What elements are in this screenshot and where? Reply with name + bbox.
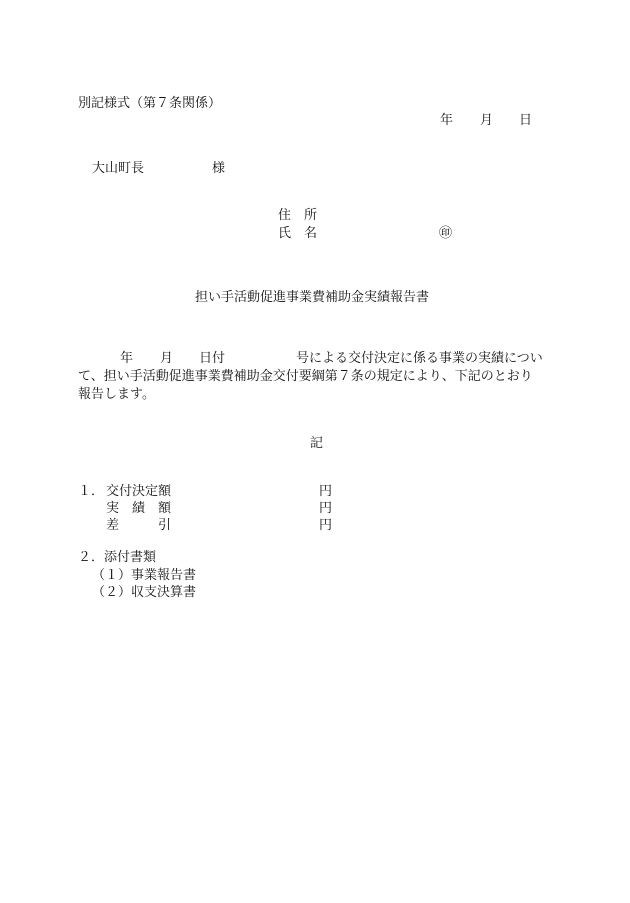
section1-row-unit: 円 bbox=[319, 484, 333, 499]
body-year-label: 年 bbox=[120, 351, 134, 366]
form-label: 別記様式（第７条関係） bbox=[78, 96, 222, 111]
body-day-label: 日付 bbox=[199, 351, 226, 366]
body-line1-text: 号による交付決定に係る事業の実績につい bbox=[296, 351, 543, 366]
addressee-honorific: 様 bbox=[212, 161, 226, 176]
section2-heading: ２．添付書類 bbox=[78, 550, 157, 565]
document-title: 担い手活動促進事業費補助金実績報告書 bbox=[195, 290, 430, 305]
section1-row-unit: 円 bbox=[319, 501, 333, 516]
body-line3-text: 報告します。 bbox=[78, 387, 155, 402]
section1-row-label: 実 績 額 bbox=[106, 501, 172, 516]
seal-mark: ㊞ bbox=[439, 226, 453, 241]
section1-number: １． bbox=[78, 484, 105, 499]
body-line2-text: て、担い手活動促進事業費補助金交付要綱第７条の規定により、下記のとおり bbox=[78, 369, 533, 384]
addressee-name: 大山町長 bbox=[92, 161, 145, 176]
section1-row-unit: 円 bbox=[319, 518, 333, 533]
date-month-label: 月 bbox=[480, 113, 494, 128]
date-year-label: 年 bbox=[440, 113, 454, 128]
ki-heading: 記 bbox=[310, 436, 324, 451]
applicant-name-label: 氏 名 bbox=[278, 226, 318, 241]
date-day-label: 日 bbox=[519, 113, 533, 128]
applicant-address-label: 住 所 bbox=[278, 208, 318, 223]
attachment-item: （１）事業報告書 bbox=[92, 568, 197, 583]
body-month-label: 月 bbox=[160, 351, 174, 366]
attachment-item: （２）収支決算書 bbox=[92, 585, 197, 600]
section1-row-label: 差 引 bbox=[106, 518, 172, 533]
section1-row-label: 交付決定額 bbox=[106, 484, 172, 499]
